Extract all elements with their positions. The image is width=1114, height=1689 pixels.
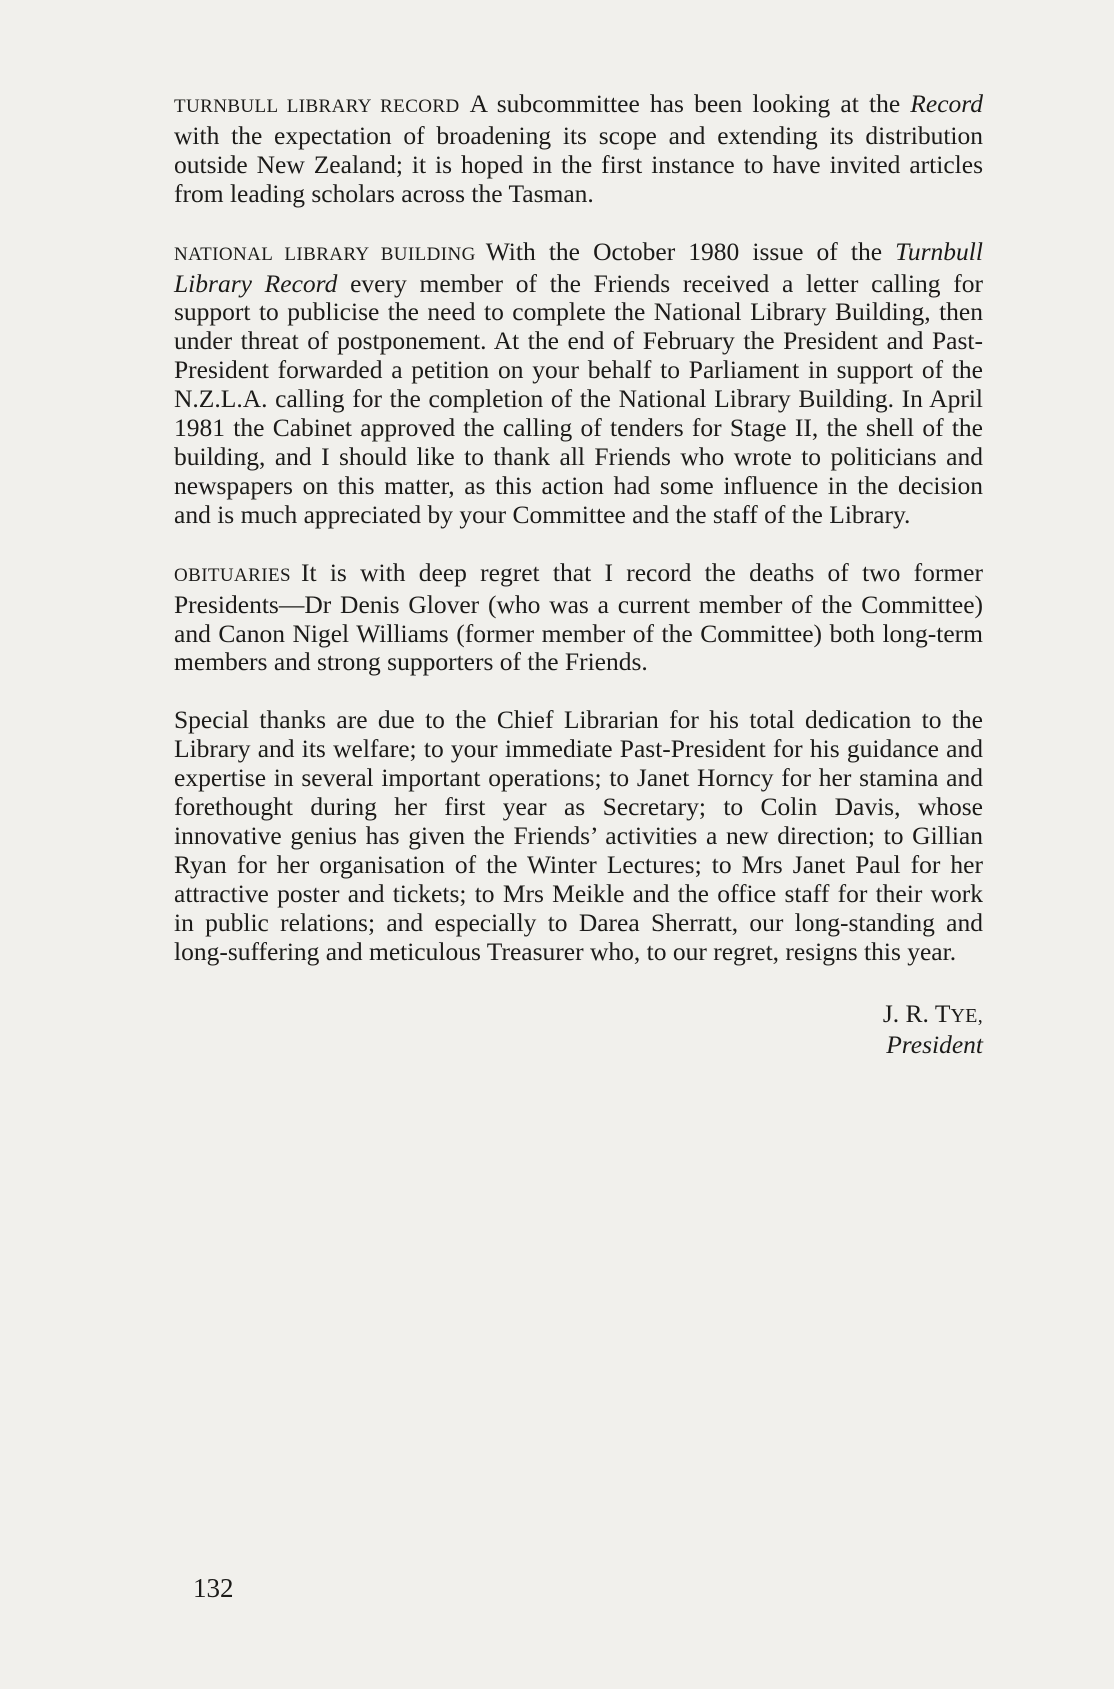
section-text-lead: A subcommittee has been looking at the <box>469 89 911 118</box>
signature-block <box>174 1000 983 1060</box>
section-heading: OBITUARIES <box>174 564 291 586</box>
signature-name <box>883 999 983 1028</box>
document-body <box>174 90 983 1060</box>
page-number: 132 <box>193 1573 234 1603</box>
thanks-paragraph: Special thanks are due to the Chief Librarian for his total dedication to the Library and its welfare; to your immediate Past-President for his guidance and expertise in several important operations; to Janet Horncy for her stamina and forethought during her first year as Secretary; to Colin Davis, whose innovative genius has given the Friends’ activities a new direction; to Gillian Ryan for her organisation of the Winter Lectures; to Mrs Janet Paul for her attractive poster and tickets; to Mrs Meikle and the office staff for their work in public relations; and especially to Darea Sherratt, our long-standing and long-suffering and meticulous Treasurer who, to our regret, resigns this year. <box>174 705 983 966</box>
signature-name-rest: YE, <box>950 1005 983 1028</box>
section-heading: NATIONAL LIBRARY BUILDING <box>174 243 476 265</box>
section-text-lead: With the October 1980 issue of the <box>485 236 896 266</box>
section-obituaries <box>174 559 983 678</box>
section-text-rest: with the expectation of broadening its scope and extending its distribution outside New Zealand; it is hoped in the first instance to have invited articles from leading scholars across the Tasman. <box>174 120 983 208</box>
section-heading: TURNBULL LIBRARY RECORD <box>174 96 460 117</box>
section-text: It is with deep regret that I record the deaths of two former Presidents—Dr Denis Glover (who was a current member of the Committee) and Canon Nigel Williams (former member of the Committee) both long-term members and strong supporters of the Friends. <box>174 557 983 677</box>
section-national-library-building <box>174 238 983 530</box>
section-turnbull-record <box>174 90 983 209</box>
section-text-italic: Record <box>910 89 983 118</box>
section-text-italic: Turnbull Library Record <box>174 236 983 298</box>
section-text-rest: every member of the Friends received a letter calling for support to publicise the need to complete the National Library Building, then under threat of postponement. At the end of February the President and Past-President forwarded a petition on your behalf to Parliament in support of the N.Z.L.A. calling for the completion of the National Library Building. In April 1981 the Cabinet approved the calling of tenders for Stage II, the shell of the building, and I should like to thank all Friends who wrote to politicians and newspapers on this matter, as this action had some influence in the decision and is much appreciated by your Committee and the staff of the Library. <box>174 268 984 529</box>
signature-name-initials: J. R. T <box>882 999 951 1029</box>
signature-title: President <box>886 1030 983 1060</box>
